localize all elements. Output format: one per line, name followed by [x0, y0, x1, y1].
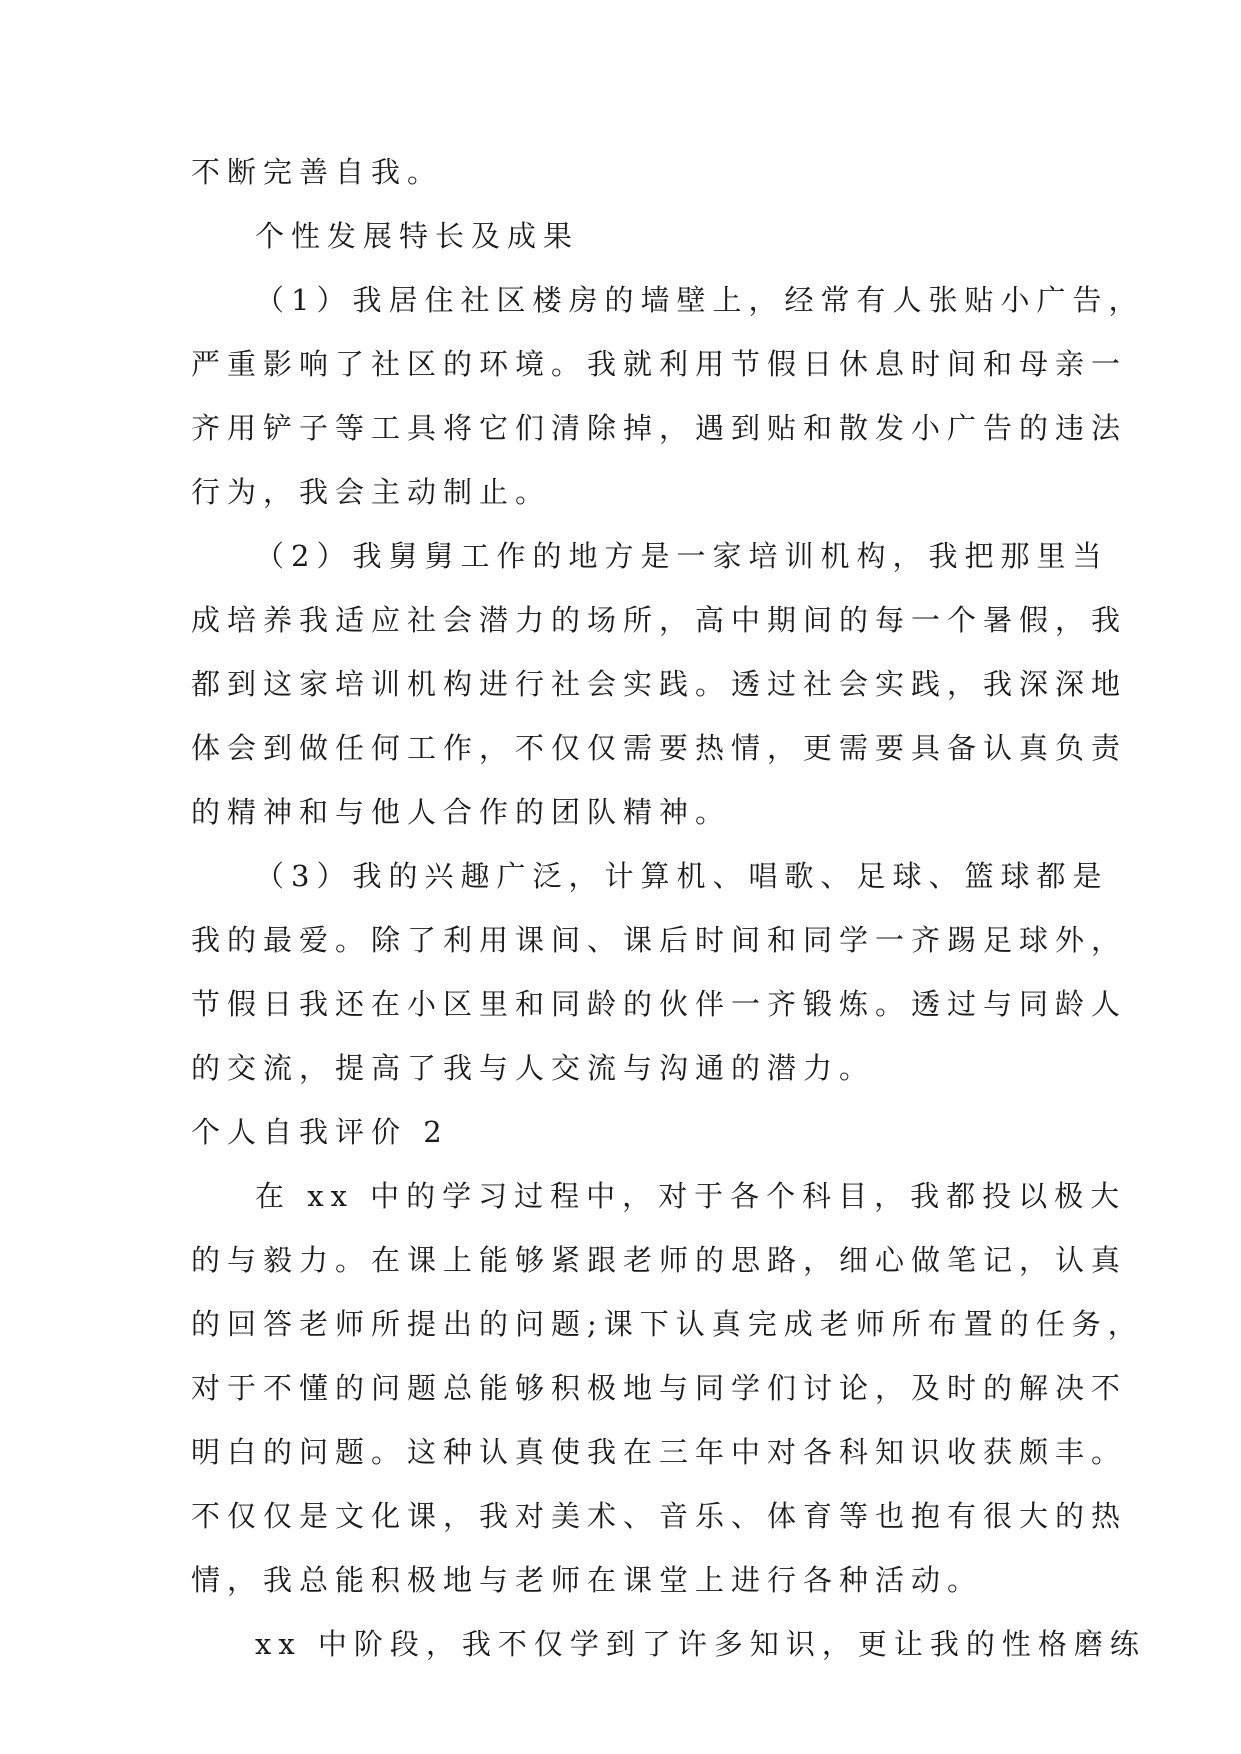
text-line: 行为，我会主动制止。 — [191, 475, 552, 509]
text-line: （3）我的兴趣广泛，计算机、唱歌、足球、篮球都是 — [255, 859, 1109, 893]
text-line: （1）我居住社区楼房的墙壁上，经常有人张贴小广告， — [255, 283, 1145, 317]
text-line: 对于不懂的问题总能够积极地与同学们讨论，及时的解决不 — [191, 1371, 1128, 1405]
text-line: xx 中阶段，我不仅学到了许多知识，更让我的性格磨练 — [255, 1627, 1146, 1661]
text-line: 不断完善自我。 — [191, 155, 444, 189]
text-line: 情，我总能积极地与老师在课堂上进行各种活动。 — [191, 1563, 984, 1597]
text-line: 的精神和与他人合作的团队精神。 — [191, 795, 732, 829]
text-line: 不仅仅是文化课，我对美术、音乐、体育等也抱有很大的热 — [191, 1499, 1128, 1533]
section-heading: 个性发展特长及成果 — [255, 219, 580, 253]
text-line: 成培养我适应社会潜力的场所，高中期间的每一个暑假，我 — [191, 603, 1128, 637]
text-line: 的回答老师所提出的问题;课下认真完成老师所布置的任务， — [191, 1307, 1144, 1341]
text-line: 的与毅力。在课上能够紧跟老师的思路，细心做笔记，认真 — [191, 1243, 1128, 1277]
text-line: （2）我舅舅工作的地方是一家培训机构，我把那里当 — [255, 539, 1109, 573]
text-line: 体会到做任何工作，不仅仅需要热情，更需要具备认真负责 — [191, 731, 1128, 765]
text-line: 在 xx 中的学习过程中，对于各个科目，我都投以极大 — [255, 1179, 1127, 1213]
text-line: 节假日我还在小区里和同龄的伙伴一齐锻炼。透过与同龄人 — [191, 987, 1128, 1021]
document-body — [191, 140, 1146, 1676]
text-line: 都到这家培训机构进行社会实践。透过社会实践，我深深地 — [191, 667, 1128, 701]
text-line: 严重影响了社区的环境。我就利用节假日休息时间和母亲一 — [191, 347, 1128, 381]
text-line: 齐用铲子等工具将它们清除掉，遇到贴和散发小广告的违法 — [191, 411, 1128, 445]
text-line: 我的最爱。除了利用课间、课后时间和同学一齐踢足球外， — [191, 923, 1128, 957]
text-line: 的交流，提高了我与人交流与沟通的潜力。 — [191, 1051, 876, 1085]
section-title: 个人自我评价 2 — [191, 1115, 449, 1149]
text-line: 明白的问题。这种认真使我在三年中对各科知识收获颇丰。 — [191, 1435, 1128, 1469]
